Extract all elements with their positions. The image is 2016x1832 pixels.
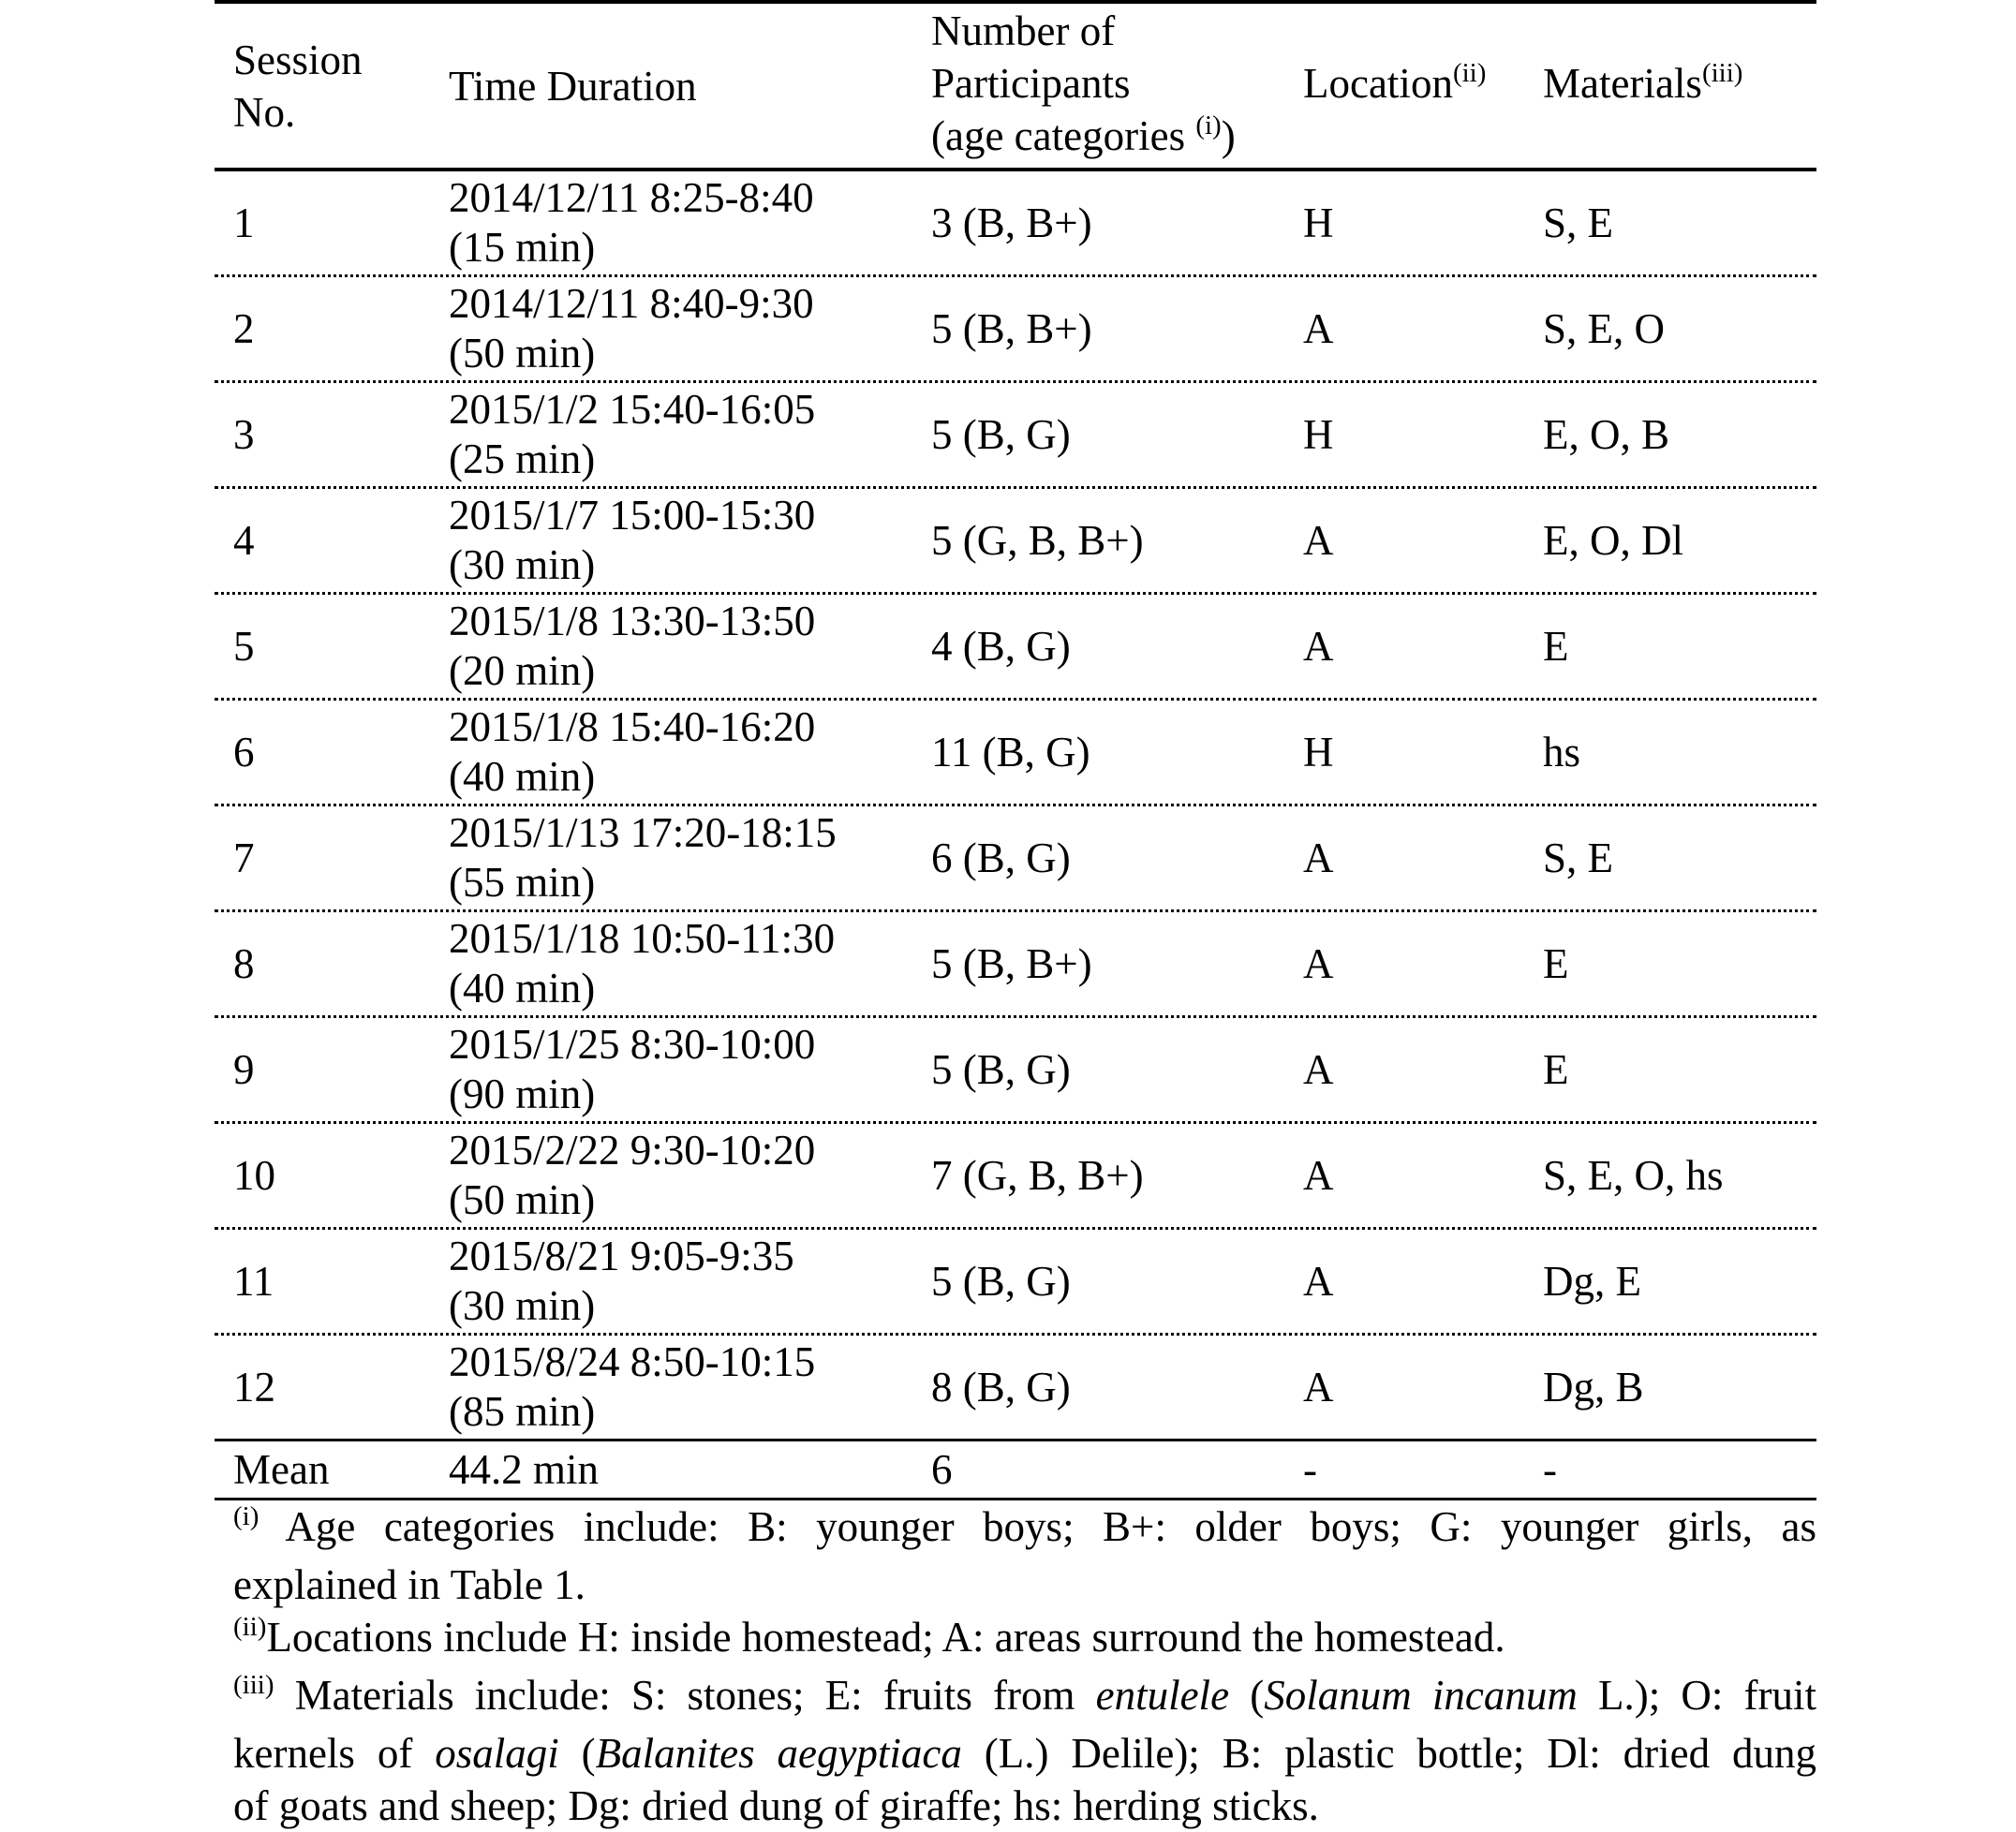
cell-location: A bbox=[1303, 305, 1334, 352]
cell-session-no: 11 bbox=[233, 1258, 274, 1305]
header-session: Session No. bbox=[233, 36, 363, 136]
cell-time-duration: 2015/8/21 9:05-9:35 (30 min) bbox=[449, 1233, 794, 1329]
cell-location: A bbox=[1303, 623, 1334, 670]
cell-session-no: 3 bbox=[233, 411, 255, 458]
cell-participants: 4 (B, G) bbox=[931, 623, 1071, 670]
cell-participants: 5 (B, G) bbox=[931, 1258, 1071, 1305]
cell-participants: 5 (G, B, B+) bbox=[931, 517, 1144, 564]
cell-session-no: 12 bbox=[233, 1364, 275, 1411]
table-row bbox=[215, 701, 1816, 804]
cell-participants: 8 (B, G) bbox=[931, 1364, 1071, 1411]
mean-location: - bbox=[1303, 1446, 1317, 1493]
cell-materials: S, E bbox=[1543, 835, 1614, 881]
cell-time-duration: 2015/1/8 13:30-13:50 (20 min) bbox=[449, 598, 816, 694]
cell-location: A bbox=[1303, 1152, 1334, 1199]
cell-location: A bbox=[1303, 940, 1334, 987]
cell-session-no: 4 bbox=[233, 517, 255, 564]
cell-materials: Dg, E bbox=[1543, 1258, 1641, 1305]
cell-materials: E bbox=[1543, 623, 1569, 670]
cell-materials: hs bbox=[1543, 729, 1581, 776]
header-location: Location$^{(ii)}$ bbox=[1303, 57, 1487, 107]
table-row bbox=[215, 595, 1816, 698]
cell-session-no: 5 bbox=[233, 623, 255, 670]
cell-time-duration: 2014/12/11 8:25-8:40 (15 min) bbox=[449, 174, 814, 271]
table-row bbox=[215, 171, 1816, 274]
header-time-duration: Time Duration bbox=[449, 62, 697, 110]
cell-time-duration: 2014/12/11 8:40-9:30 (50 min) bbox=[449, 280, 814, 377]
cell-location: A bbox=[1303, 835, 1334, 881]
cell-materials: E bbox=[1543, 940, 1569, 987]
table-row bbox=[215, 1018, 1816, 1121]
cell-location: A bbox=[1303, 1364, 1334, 1411]
footnote-mark-ii: (ii) bbox=[1452, 57, 1487, 88]
cell-location: H bbox=[1303, 199, 1334, 246]
footnote-iii-end: of goats and sheep; Dg: dried dung of giraffe; hs: herding sticks. bbox=[233, 1782, 1319, 1829]
table-row bbox=[215, 1230, 1816, 1333]
cell-session-no: 6 bbox=[233, 729, 255, 776]
table-header-row bbox=[215, 4, 1816, 168]
cell-materials: E bbox=[1543, 1046, 1569, 1093]
cell-time-duration: 2015/2/22 9:30-10:20 (50 min) bbox=[449, 1127, 816, 1223]
footnote-iii: $^{(iii)}$ Materials include: S: stones; E: fruits from entulele (Solanum incanum L.); O: fruit bbox=[233, 1670, 1816, 1719]
mean-materials: - bbox=[1543, 1446, 1557, 1493]
cell-time-duration: 2015/1/2 15:40-16:05 (25 min) bbox=[449, 386, 816, 482]
cell-participants: 5 (B, G) bbox=[931, 411, 1071, 458]
table-row bbox=[215, 383, 1816, 486]
table-row bbox=[215, 277, 1816, 380]
mean-label: Mean bbox=[233, 1446, 330, 1493]
cell-location: H bbox=[1303, 729, 1334, 776]
cell-participants: 5 (B, B+) bbox=[931, 940, 1092, 987]
footnote-i: $^{(i)}$ Age categories include: B: younger boys; B+: older boys; G: younger girls, as bbox=[233, 1501, 1816, 1550]
cell-time-duration: 2015/1/13 17:20-18:15 (55 min) bbox=[449, 809, 837, 906]
table-body bbox=[215, 171, 1816, 1439]
cell-session-no: 9 bbox=[233, 1046, 255, 1093]
footnote-mark-iii: (iii) bbox=[1701, 57, 1743, 88]
footnotes bbox=[215, 1500, 1816, 1832]
table-row-mean bbox=[215, 1441, 1816, 1498]
cell-time-duration: 2015/1/25 8:30-10:00 (90 min) bbox=[449, 1021, 816, 1117]
header-participants: Number of Participants (age categories $^{(i)}$) bbox=[931, 7, 1236, 159]
footnote-mark-i: (i) bbox=[1195, 110, 1222, 140]
cell-materials: E, O, B bbox=[1543, 411, 1669, 458]
cell-session-no: 10 bbox=[233, 1152, 275, 1199]
table-row bbox=[215, 912, 1816, 1015]
cell-location: H bbox=[1303, 411, 1334, 458]
header-materials: Materials$^{(iii)}$ bbox=[1543, 57, 1743, 107]
cell-session-no: 8 bbox=[233, 940, 255, 987]
cell-location: A bbox=[1303, 1258, 1334, 1305]
footnote-iii-cont: kernels of osalagi (Balanites aegyptiaca (L.) Delile); B: plastic bottle; Dl: dried dung bbox=[233, 1730, 1817, 1777]
table-row bbox=[215, 489, 1816, 592]
cell-materials: S, E, O, hs bbox=[1543, 1152, 1724, 1199]
footnote-ii: $^{(ii)}$Locations include H: inside homestead; A: areas surround the homestead. bbox=[233, 1612, 1505, 1661]
footnote-i-cont: explained in Table 1. bbox=[233, 1561, 586, 1608]
cell-materials: E, O, Dl bbox=[1543, 517, 1683, 564]
cell-participants: 3 (B, B+) bbox=[931, 199, 1092, 246]
cell-session-no: 7 bbox=[233, 835, 255, 881]
cell-materials: S, E, O bbox=[1543, 305, 1666, 352]
cell-time-duration: 2015/1/18 10:50-11:30 (40 min) bbox=[449, 915, 836, 1012]
cell-participants: 5 (B, G) bbox=[931, 1046, 1071, 1093]
cell-time-duration: 2015/8/24 8:50-10:15 (85 min) bbox=[449, 1338, 816, 1435]
table-row bbox=[215, 806, 1816, 909]
cell-time-duration: 2015/1/7 15:00-15:30 (30 min) bbox=[449, 492, 816, 588]
cell-participants: 5 (B, B+) bbox=[931, 305, 1092, 352]
document bbox=[215, 0, 1816, 1832]
cell-participants: 6 (B, G) bbox=[931, 835, 1071, 881]
mean-time: 44.2 min bbox=[449, 1446, 600, 1493]
cell-location: A bbox=[1303, 517, 1334, 564]
cell-session-no: 2 bbox=[233, 305, 255, 352]
table-row bbox=[215, 1124, 1816, 1227]
cell-time-duration: 2015/1/8 15:40-16:20 (40 min) bbox=[449, 703, 816, 800]
mean-participants: 6 bbox=[931, 1446, 953, 1493]
cell-materials: S, E bbox=[1543, 199, 1614, 246]
cell-location: A bbox=[1303, 1046, 1334, 1093]
cell-participants: 7 (G, B, B+) bbox=[931, 1152, 1144, 1199]
table-row bbox=[215, 1336, 1816, 1439]
cell-session-no: 1 bbox=[233, 199, 255, 246]
cell-participants: 11 (B, G) bbox=[931, 729, 1090, 776]
cell-materials: Dg, B bbox=[1543, 1364, 1644, 1411]
